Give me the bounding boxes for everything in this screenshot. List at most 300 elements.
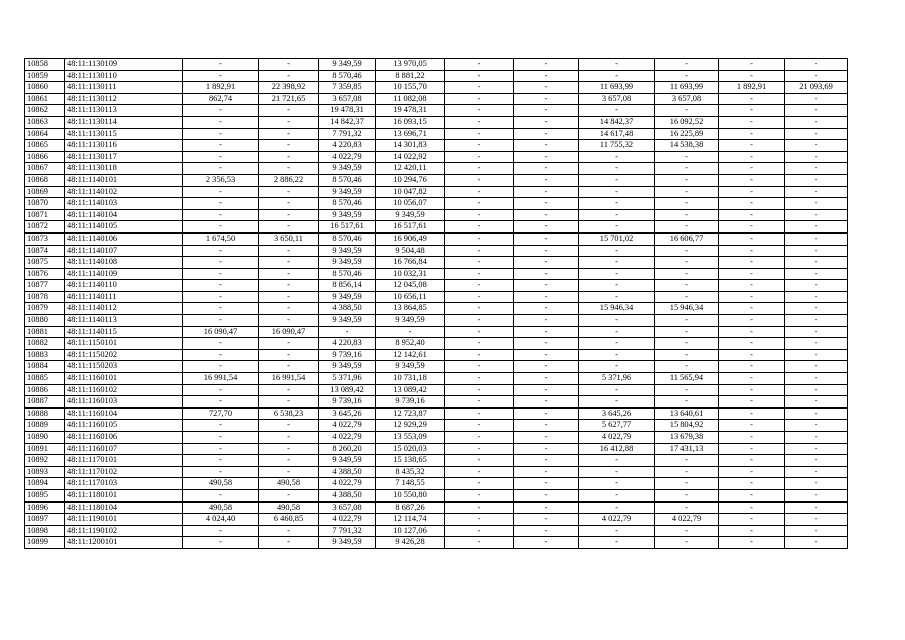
row-number-cell: 10863 bbox=[25, 116, 65, 128]
value-cell: - bbox=[655, 221, 719, 233]
cadastral-code-cell: 48:11:1140115 bbox=[65, 326, 183, 338]
table-row bbox=[25, 478, 848, 490]
value-cell: 9 426,28 bbox=[376, 537, 445, 549]
value-cell: - bbox=[719, 280, 785, 292]
value-cell: - bbox=[183, 105, 259, 117]
value-cell: - bbox=[445, 128, 514, 140]
value-cell: - bbox=[514, 315, 579, 327]
row-number-cell: 10898 bbox=[25, 525, 65, 537]
value-cell: - bbox=[514, 489, 579, 501]
value-cell: - bbox=[785, 70, 848, 82]
value-cell: 4 022,79 bbox=[319, 151, 376, 163]
value-cell: - bbox=[259, 221, 319, 233]
row-number-cell: 10878 bbox=[25, 291, 65, 303]
row-number-cell: 10894 bbox=[25, 478, 65, 490]
value-cell: 4 022,79 bbox=[579, 432, 655, 444]
value-cell: - bbox=[445, 59, 514, 71]
cadastral-code-cell: 48:11:1140108 bbox=[65, 257, 183, 269]
value-cell: 15 138,65 bbox=[376, 455, 445, 467]
value-cell: - bbox=[259, 59, 319, 71]
value-cell: - bbox=[259, 537, 319, 549]
value-cell: - bbox=[445, 268, 514, 280]
value-cell: - bbox=[259, 116, 319, 128]
value-cell: - bbox=[259, 140, 319, 152]
row-number-cell: 10866 bbox=[25, 151, 65, 163]
value-cell: - bbox=[445, 315, 514, 327]
row-number-cell: 10885 bbox=[25, 373, 65, 385]
value-cell: - bbox=[259, 198, 319, 210]
table-row bbox=[25, 514, 848, 526]
value-cell: - bbox=[719, 59, 785, 71]
value-cell: 16 606,77 bbox=[655, 233, 719, 245]
table-row bbox=[25, 420, 848, 432]
value-cell: - bbox=[579, 163, 655, 175]
table-row bbox=[25, 326, 848, 338]
value-cell: - bbox=[655, 466, 719, 478]
value-cell: - bbox=[785, 257, 848, 269]
row-number-cell: 10881 bbox=[25, 326, 65, 338]
value-cell: 16 766,84 bbox=[376, 257, 445, 269]
value-cell: 9 349,59 bbox=[319, 245, 376, 257]
value-cell: - bbox=[655, 384, 719, 396]
cadastral-code-cell: 48:11:1140106 bbox=[65, 233, 183, 245]
value-cell: - bbox=[785, 59, 848, 71]
value-cell: - bbox=[514, 303, 579, 315]
value-cell: - bbox=[719, 70, 785, 82]
cadastral-code-cell: 48:11:1140101 bbox=[65, 174, 183, 186]
value-cell: 16 225,89 bbox=[655, 128, 719, 140]
value-cell: - bbox=[259, 443, 319, 455]
value-cell: - bbox=[514, 338, 579, 350]
value-cell: 10 127,06 bbox=[376, 525, 445, 537]
row-number-cell: 10875 bbox=[25, 257, 65, 269]
value-cell: - bbox=[445, 257, 514, 269]
value-cell: - bbox=[445, 105, 514, 117]
value-cell: - bbox=[183, 291, 259, 303]
value-cell: - bbox=[514, 151, 579, 163]
value-cell: 10 656,11 bbox=[376, 291, 445, 303]
cadastral-code-cell: 48:11:1130116 bbox=[65, 140, 183, 152]
row-number-cell: 10882 bbox=[25, 338, 65, 350]
value-cell: - bbox=[445, 443, 514, 455]
value-cell: - bbox=[319, 326, 376, 338]
value-cell: - bbox=[579, 489, 655, 501]
value-cell: 9 739,16 bbox=[376, 396, 445, 408]
value-cell: 3 645,26 bbox=[579, 408, 655, 420]
table-body bbox=[25, 59, 848, 549]
value-cell: - bbox=[785, 174, 848, 186]
value-cell: 3 650,11 bbox=[259, 233, 319, 245]
value-cell: 1 892,91 bbox=[719, 82, 785, 94]
value-cell: - bbox=[514, 349, 579, 361]
value-cell: - bbox=[785, 466, 848, 478]
value-cell: - bbox=[445, 93, 514, 105]
value-cell: - bbox=[445, 186, 514, 198]
value-cell: 9 349,59 bbox=[319, 315, 376, 327]
value-cell: - bbox=[785, 105, 848, 117]
value-cell: - bbox=[785, 233, 848, 245]
row-number-cell: 10858 bbox=[25, 59, 65, 71]
value-cell: - bbox=[719, 315, 785, 327]
table-row bbox=[25, 128, 848, 140]
value-cell: - bbox=[259, 466, 319, 478]
value-cell: - bbox=[655, 163, 719, 175]
value-cell: - bbox=[655, 349, 719, 361]
cadastral-code-cell: 48:11:1140111 bbox=[65, 291, 183, 303]
cadastral-code-cell: 48:11:1140105 bbox=[65, 221, 183, 233]
value-cell: - bbox=[445, 420, 514, 432]
value-cell: - bbox=[445, 408, 514, 420]
value-cell: - bbox=[259, 280, 319, 292]
value-cell: - bbox=[719, 502, 785, 514]
value-cell: - bbox=[183, 59, 259, 71]
value-cell: - bbox=[514, 174, 579, 186]
value-cell: - bbox=[259, 186, 319, 198]
value-cell: - bbox=[785, 349, 848, 361]
value-cell: - bbox=[259, 268, 319, 280]
value-cell: - bbox=[655, 59, 719, 71]
value-cell: 11 082,08 bbox=[376, 93, 445, 105]
value-cell: 4 022,79 bbox=[319, 420, 376, 432]
value-cell: - bbox=[183, 384, 259, 396]
value-cell: - bbox=[445, 174, 514, 186]
row-number-cell: 10862 bbox=[25, 105, 65, 117]
value-cell: - bbox=[183, 432, 259, 444]
table-row bbox=[25, 537, 848, 549]
table-row bbox=[25, 221, 848, 233]
value-cell: 16 517,61 bbox=[319, 221, 376, 233]
value-cell: 8 856,14 bbox=[319, 280, 376, 292]
value-cell: 12 114,74 bbox=[376, 514, 445, 526]
value-cell: 10 731,18 bbox=[376, 373, 445, 385]
value-cell: - bbox=[655, 245, 719, 257]
table-row bbox=[25, 93, 848, 105]
value-cell: 11 693,99 bbox=[579, 82, 655, 94]
value-cell: - bbox=[514, 478, 579, 490]
value-cell: - bbox=[259, 349, 319, 361]
value-cell: - bbox=[785, 514, 848, 526]
row-number-cell: 10891 bbox=[25, 443, 65, 455]
value-cell: 16 090,47 bbox=[183, 326, 259, 338]
value-cell: - bbox=[655, 105, 719, 117]
value-cell: 12 929,29 bbox=[376, 420, 445, 432]
value-cell: - bbox=[259, 420, 319, 432]
value-cell: - bbox=[579, 349, 655, 361]
value-cell: - bbox=[785, 396, 848, 408]
value-cell: 13 640,61 bbox=[655, 408, 719, 420]
value-cell: - bbox=[259, 338, 319, 350]
value-cell: 9 349,59 bbox=[319, 186, 376, 198]
row-number-cell: 10886 bbox=[25, 384, 65, 396]
value-cell: 15 020,03 bbox=[376, 443, 445, 455]
value-cell: 15 804,92 bbox=[655, 420, 719, 432]
value-cell: 490,58 bbox=[183, 502, 259, 514]
value-cell: - bbox=[259, 291, 319, 303]
value-cell: - bbox=[445, 209, 514, 221]
value-cell: - bbox=[183, 163, 259, 175]
value-cell: - bbox=[445, 525, 514, 537]
value-cell: - bbox=[514, 82, 579, 94]
value-cell: - bbox=[655, 291, 719, 303]
value-cell: - bbox=[579, 174, 655, 186]
value-cell: - bbox=[579, 209, 655, 221]
value-cell: 6 538,23 bbox=[259, 408, 319, 420]
value-cell: - bbox=[183, 443, 259, 455]
value-cell: - bbox=[655, 186, 719, 198]
value-cell: 13 089,42 bbox=[376, 384, 445, 396]
value-cell: - bbox=[655, 315, 719, 327]
value-cell: - bbox=[183, 198, 259, 210]
value-cell: - bbox=[183, 489, 259, 501]
table-row bbox=[25, 315, 848, 327]
value-cell: 490,58 bbox=[259, 478, 319, 490]
value-cell: 7 148,55 bbox=[376, 478, 445, 490]
value-cell: 10 047,82 bbox=[376, 186, 445, 198]
value-cell: 12 045,08 bbox=[376, 280, 445, 292]
value-cell: 4 022,79 bbox=[655, 514, 719, 526]
value-cell: - bbox=[785, 93, 848, 105]
table-row bbox=[25, 432, 848, 444]
value-cell: - bbox=[445, 198, 514, 210]
value-cell: - bbox=[719, 443, 785, 455]
value-cell: - bbox=[785, 525, 848, 537]
value-cell: 11 755,32 bbox=[579, 140, 655, 152]
value-cell: 16 092,52 bbox=[655, 116, 719, 128]
value-cell: - bbox=[655, 209, 719, 221]
value-cell: - bbox=[579, 198, 655, 210]
value-cell: 9 349,59 bbox=[319, 209, 376, 221]
value-cell: - bbox=[445, 349, 514, 361]
cadastral-code-cell: 48:11:1160104 bbox=[65, 408, 183, 420]
value-cell: - bbox=[785, 280, 848, 292]
value-cell: - bbox=[183, 396, 259, 408]
cadastral-code-cell: 48:11:1130109 bbox=[65, 59, 183, 71]
value-cell: - bbox=[719, 268, 785, 280]
value-cell: - bbox=[514, 209, 579, 221]
table-row bbox=[25, 174, 848, 186]
value-cell: 7 359,85 bbox=[319, 82, 376, 94]
cadastral-code-cell: 48:11:1180104 bbox=[65, 502, 183, 514]
value-cell: - bbox=[445, 396, 514, 408]
value-cell: - bbox=[183, 361, 259, 373]
value-cell: 14 538,38 bbox=[655, 140, 719, 152]
cadastral-code-cell: 48:11:1150203 bbox=[65, 361, 183, 373]
value-cell: - bbox=[514, 198, 579, 210]
value-cell: - bbox=[514, 408, 579, 420]
value-cell: - bbox=[259, 163, 319, 175]
value-cell: - bbox=[655, 174, 719, 186]
value-cell: - bbox=[183, 268, 259, 280]
row-number-cell: 10877 bbox=[25, 280, 65, 292]
value-cell: - bbox=[514, 105, 579, 117]
value-cell: - bbox=[785, 140, 848, 152]
value-cell: - bbox=[719, 537, 785, 549]
value-cell: - bbox=[183, 140, 259, 152]
value-cell: - bbox=[183, 221, 259, 233]
value-cell: - bbox=[719, 384, 785, 396]
value-cell: 4 388,50 bbox=[319, 466, 376, 478]
value-cell: - bbox=[183, 466, 259, 478]
value-cell: 4 220,83 bbox=[319, 338, 376, 350]
value-cell: - bbox=[514, 221, 579, 233]
value-cell: - bbox=[785, 245, 848, 257]
value-cell: 15 946,34 bbox=[579, 303, 655, 315]
row-number-cell: 10896 bbox=[25, 502, 65, 514]
value-cell: 490,58 bbox=[259, 502, 319, 514]
value-cell: 2 886,22 bbox=[259, 174, 319, 186]
value-cell: - bbox=[514, 514, 579, 526]
value-cell: - bbox=[445, 116, 514, 128]
value-cell: - bbox=[445, 245, 514, 257]
row-number-cell: 10869 bbox=[25, 186, 65, 198]
value-cell: - bbox=[719, 116, 785, 128]
value-cell: - bbox=[259, 105, 319, 117]
value-cell: - bbox=[785, 326, 848, 338]
row-number-cell: 10876 bbox=[25, 268, 65, 280]
value-cell: - bbox=[183, 209, 259, 221]
value-cell: 11 565,94 bbox=[655, 373, 719, 385]
value-cell: 10 056,07 bbox=[376, 198, 445, 210]
cadastral-code-cell: 48:11:1160105 bbox=[65, 420, 183, 432]
value-cell: - bbox=[445, 338, 514, 350]
value-cell: - bbox=[259, 245, 319, 257]
value-cell: 16 991,54 bbox=[183, 373, 259, 385]
value-cell: - bbox=[655, 361, 719, 373]
value-cell: - bbox=[514, 280, 579, 292]
value-cell: - bbox=[514, 455, 579, 467]
value-cell: 9 349,59 bbox=[376, 209, 445, 221]
row-number-cell: 10879 bbox=[25, 303, 65, 315]
row-number-cell: 10865 bbox=[25, 140, 65, 152]
value-cell: 21 093,69 bbox=[785, 82, 848, 94]
value-cell: - bbox=[655, 537, 719, 549]
value-cell: - bbox=[514, 70, 579, 82]
value-cell: - bbox=[785, 209, 848, 221]
value-cell: - bbox=[259, 315, 319, 327]
table-row bbox=[25, 105, 848, 117]
value-cell: - bbox=[719, 291, 785, 303]
value-cell: - bbox=[183, 537, 259, 549]
cadastral-code-cell: 48:11:1190102 bbox=[65, 525, 183, 537]
value-cell: 12 142,61 bbox=[376, 349, 445, 361]
value-cell: 490,58 bbox=[183, 478, 259, 490]
row-number-cell: 10868 bbox=[25, 174, 65, 186]
value-cell: - bbox=[445, 140, 514, 152]
value-cell: 6 460,85 bbox=[259, 514, 319, 526]
row-number-cell: 10859 bbox=[25, 70, 65, 82]
value-cell: - bbox=[655, 478, 719, 490]
table-row bbox=[25, 396, 848, 408]
value-cell: 8 570,46 bbox=[319, 268, 376, 280]
row-number-cell: 10874 bbox=[25, 245, 65, 257]
value-cell: - bbox=[785, 303, 848, 315]
value-cell: - bbox=[785, 455, 848, 467]
value-cell: - bbox=[579, 186, 655, 198]
value-cell: 4 220,83 bbox=[319, 140, 376, 152]
value-cell: - bbox=[445, 291, 514, 303]
value-cell: - bbox=[719, 209, 785, 221]
value-cell: 9 504,48 bbox=[376, 245, 445, 257]
cadastral-code-cell: 48:11:1140113 bbox=[65, 315, 183, 327]
value-cell: 21 721,65 bbox=[259, 93, 319, 105]
value-cell: - bbox=[579, 245, 655, 257]
value-cell: - bbox=[259, 455, 319, 467]
table-row bbox=[25, 349, 848, 361]
table-row bbox=[25, 525, 848, 537]
value-cell: - bbox=[785, 373, 848, 385]
value-cell: - bbox=[719, 489, 785, 501]
value-cell: - bbox=[183, 420, 259, 432]
value-cell: - bbox=[514, 257, 579, 269]
value-cell: 2 356,53 bbox=[183, 174, 259, 186]
value-cell: - bbox=[445, 373, 514, 385]
table-row bbox=[25, 233, 848, 245]
value-cell: - bbox=[259, 70, 319, 82]
cadastral-code-cell: 48:11:1140109 bbox=[65, 268, 183, 280]
value-cell: - bbox=[719, 140, 785, 152]
value-cell: - bbox=[719, 466, 785, 478]
table-row bbox=[25, 186, 848, 198]
value-cell: - bbox=[579, 315, 655, 327]
cadastral-code-cell: 48:11:1130112 bbox=[65, 93, 183, 105]
table-row bbox=[25, 408, 848, 420]
value-cell: - bbox=[445, 70, 514, 82]
value-cell: - bbox=[579, 291, 655, 303]
value-cell: - bbox=[655, 396, 719, 408]
value-cell: 16 517,61 bbox=[376, 221, 445, 233]
value-cell: 10 550,80 bbox=[376, 489, 445, 501]
value-cell: - bbox=[445, 537, 514, 549]
table-row bbox=[25, 198, 848, 210]
value-cell: - bbox=[259, 384, 319, 396]
value-cell: 9 739,16 bbox=[319, 349, 376, 361]
value-cell: 13 696,71 bbox=[376, 128, 445, 140]
value-cell: 8 570,46 bbox=[319, 174, 376, 186]
value-cell: - bbox=[719, 349, 785, 361]
value-cell: 5 371,96 bbox=[579, 373, 655, 385]
value-cell: - bbox=[514, 432, 579, 444]
table-row bbox=[25, 59, 848, 71]
value-cell: - bbox=[445, 514, 514, 526]
value-cell: - bbox=[719, 198, 785, 210]
value-cell: - bbox=[579, 361, 655, 373]
value-cell: 11 693,99 bbox=[655, 82, 719, 94]
value-cell: - bbox=[719, 338, 785, 350]
table-row bbox=[25, 489, 848, 501]
value-cell: - bbox=[785, 502, 848, 514]
cadastral-code-cell: 48:11:1150101 bbox=[65, 338, 183, 350]
row-number-cell: 10888 bbox=[25, 408, 65, 420]
value-cell: - bbox=[183, 151, 259, 163]
cadastral-code-cell: 48:11:1130114 bbox=[65, 116, 183, 128]
value-cell: 16 090,47 bbox=[259, 326, 319, 338]
value-cell: - bbox=[445, 489, 514, 501]
value-cell: - bbox=[259, 257, 319, 269]
value-cell: 3 657,08 bbox=[655, 93, 719, 105]
value-cell: 9 349,59 bbox=[319, 361, 376, 373]
table-row bbox=[25, 443, 848, 455]
value-cell: 4 024,40 bbox=[183, 514, 259, 526]
value-cell: - bbox=[514, 396, 579, 408]
value-cell: - bbox=[183, 116, 259, 128]
value-cell: 9 349,59 bbox=[319, 455, 376, 467]
cadastral-code-cell: 48:11:1160101 bbox=[65, 373, 183, 385]
value-cell: - bbox=[785, 432, 848, 444]
value-cell: - bbox=[445, 455, 514, 467]
value-cell: - bbox=[785, 338, 848, 350]
value-cell: - bbox=[259, 151, 319, 163]
row-number-cell: 10884 bbox=[25, 361, 65, 373]
